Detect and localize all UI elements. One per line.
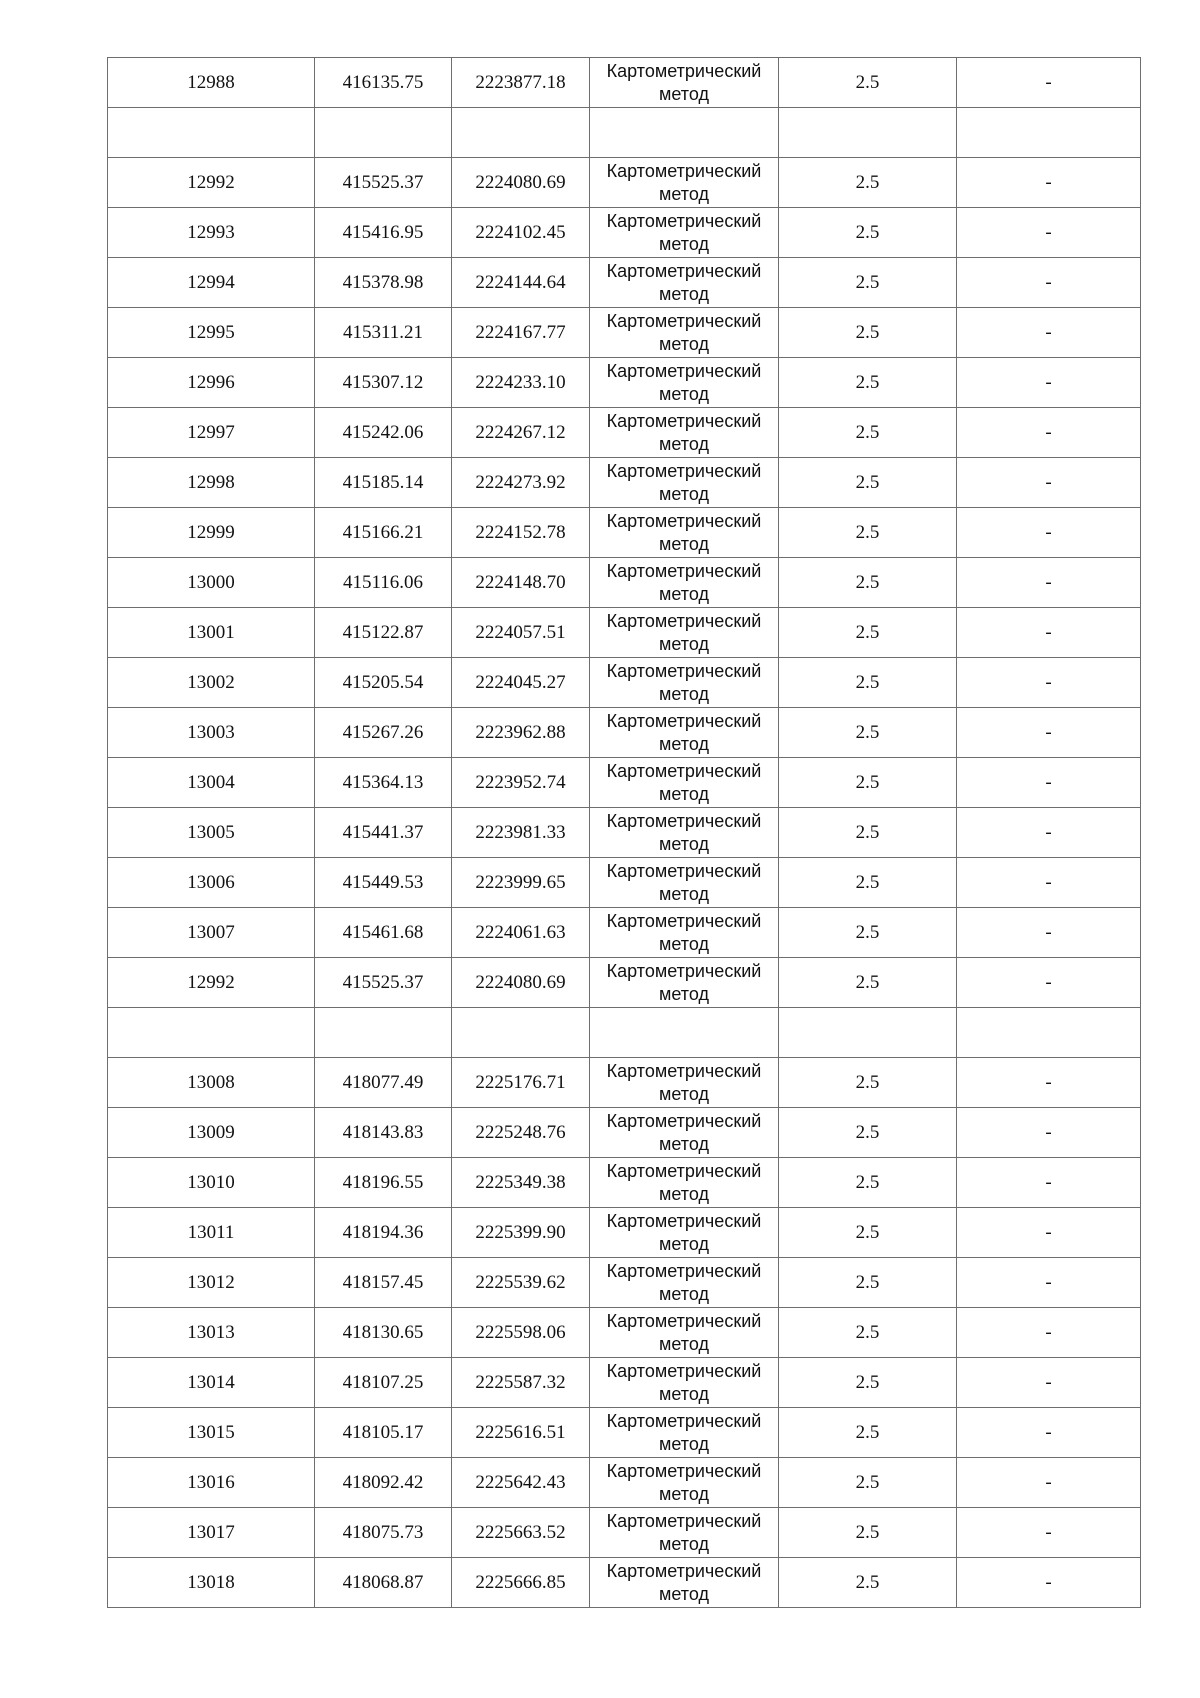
y-coordinate-cell: 2225598.06 <box>452 1308 590 1358</box>
x-coordinate-cell: 415185.14 <box>315 458 452 508</box>
x-coordinate-cell: 415267.26 <box>315 708 452 758</box>
method-line-2: метод <box>659 1233 709 1254</box>
method-cell <box>590 208 779 258</box>
accuracy-cell: 2.5 <box>779 708 957 758</box>
y-coordinate-cell: 2225176.71 <box>452 1058 590 1108</box>
y-coordinate-cell: 2223877.18 <box>452 58 590 108</box>
table-row <box>108 308 1141 358</box>
point-number-cell: 12988 <box>108 58 315 108</box>
note-cell: - <box>957 1058 1141 1108</box>
point-number-cell: 13009 <box>108 1108 315 1158</box>
accuracy-cell: 2.5 <box>779 1558 957 1608</box>
x-coordinate-cell: 415122.87 <box>315 608 452 658</box>
x-coordinate-cell: 415416.95 <box>315 208 452 258</box>
table-row <box>108 258 1141 308</box>
y-coordinate-cell: 2224102.45 <box>452 208 590 258</box>
method-cell <box>590 758 779 808</box>
empty-cell <box>957 108 1141 158</box>
method-line-1: Картометрический <box>606 610 762 631</box>
accuracy-cell: 2.5 <box>779 358 957 408</box>
method-cell <box>590 358 779 408</box>
y-coordinate-cell: 2224080.69 <box>452 958 590 1008</box>
note-cell: - <box>957 308 1141 358</box>
method-cell <box>590 1208 779 1258</box>
table-row <box>108 208 1141 258</box>
table-row <box>108 1058 1141 1108</box>
method-line-1: Картометрический <box>606 510 762 531</box>
accuracy-cell: 2.5 <box>779 1058 957 1108</box>
x-coordinate-cell: 415242.06 <box>315 408 452 458</box>
point-number-cell: 13014 <box>108 1358 315 1408</box>
method-cell <box>590 258 779 308</box>
x-coordinate-cell: 415449.53 <box>315 858 452 908</box>
method-cell <box>590 958 779 1008</box>
point-number-cell: 13000 <box>108 558 315 608</box>
accuracy-cell: 2.5 <box>779 658 957 708</box>
x-coordinate-cell: 415364.13 <box>315 758 452 808</box>
note-cell: - <box>957 1408 1141 1458</box>
point-number-cell: 13002 <box>108 658 315 708</box>
y-coordinate-cell: 2224152.78 <box>452 508 590 558</box>
method-cell <box>590 708 779 758</box>
method-line-1: Картометрический <box>606 560 762 581</box>
method-line-1: Картометрический <box>606 860 762 881</box>
point-number-cell: 13004 <box>108 758 315 808</box>
accuracy-cell: 2.5 <box>779 158 957 208</box>
x-coordinate-cell: 415116.06 <box>315 558 452 608</box>
empty-cell <box>452 1008 590 1058</box>
method-cell <box>590 1508 779 1558</box>
method-cell <box>590 1158 779 1208</box>
point-number-cell: 13017 <box>108 1508 315 1558</box>
table-row <box>108 1208 1141 1258</box>
table-row <box>108 1258 1141 1308</box>
method-line-2: метод <box>659 1583 709 1604</box>
empty-cell <box>108 1008 315 1058</box>
point-number-cell: 13015 <box>108 1408 315 1458</box>
accuracy-cell: 2.5 <box>779 1358 957 1408</box>
y-coordinate-cell: 2224080.69 <box>452 158 590 208</box>
empty-cell <box>590 108 779 158</box>
note-cell: - <box>957 508 1141 558</box>
x-coordinate-cell: 418105.17 <box>315 1408 452 1458</box>
accuracy-cell: 2.5 <box>779 608 957 658</box>
table-row <box>108 1508 1141 1558</box>
empty-cell <box>108 108 315 158</box>
accuracy-cell: 2.5 <box>779 508 957 558</box>
method-line-2: метод <box>659 1083 709 1104</box>
accuracy-cell: 2.5 <box>779 908 957 958</box>
method-line-2: метод <box>659 183 709 204</box>
point-number-cell: 12993 <box>108 208 315 258</box>
point-number-cell: 12992 <box>108 958 315 1008</box>
y-coordinate-cell: 2223962.88 <box>452 708 590 758</box>
method-line-2: метод <box>659 433 709 454</box>
y-coordinate-cell: 2223981.33 <box>452 808 590 858</box>
x-coordinate-cell: 416135.75 <box>315 58 452 108</box>
empty-cell <box>590 1008 779 1058</box>
point-number-cell: 12999 <box>108 508 315 558</box>
point-number-cell: 13003 <box>108 708 315 758</box>
accuracy-cell: 2.5 <box>779 1158 957 1208</box>
method-line-1: Картометрический <box>606 210 762 231</box>
y-coordinate-cell: 2225248.76 <box>452 1108 590 1158</box>
method-line-2: метод <box>659 1333 709 1354</box>
method-line-1: Картометрический <box>606 160 762 181</box>
empty-cell <box>779 1008 957 1058</box>
empty-cell <box>779 108 957 158</box>
method-line-1: Картометрический <box>606 410 762 431</box>
method-cell <box>590 1558 779 1608</box>
point-number-cell: 13010 <box>108 1158 315 1208</box>
method-line-1: Картометрический <box>606 910 762 931</box>
table-row <box>108 1358 1141 1408</box>
method-line-2: метод <box>659 1283 709 1304</box>
x-coordinate-cell: 418143.83 <box>315 1108 452 1158</box>
method-line-2: метод <box>659 633 709 654</box>
method-cell <box>590 458 779 508</box>
accuracy-cell: 2.5 <box>779 1308 957 1358</box>
method-cell <box>590 1458 779 1508</box>
note-cell: - <box>957 58 1141 108</box>
table-row <box>108 458 1141 508</box>
empty-cell <box>315 1008 452 1058</box>
y-coordinate-cell: 2224167.77 <box>452 308 590 358</box>
y-coordinate-cell: 2224233.10 <box>452 358 590 408</box>
method-cell <box>590 1358 779 1408</box>
method-line-1: Картометрический <box>606 1110 762 1131</box>
method-cell <box>590 58 779 108</box>
x-coordinate-cell: 415525.37 <box>315 158 452 208</box>
method-cell <box>590 408 779 458</box>
point-number-cell: 13012 <box>108 1258 315 1308</box>
method-line-1: Картометрический <box>606 1210 762 1231</box>
table-row <box>108 558 1141 608</box>
method-line-1: Картометрический <box>606 1560 762 1581</box>
note-cell: - <box>957 1258 1141 1308</box>
method-line-2: метод <box>659 933 709 954</box>
note-cell: - <box>957 1358 1141 1408</box>
point-number-cell: 13007 <box>108 908 315 958</box>
accuracy-cell: 2.5 <box>779 1508 957 1558</box>
empty-cell <box>315 108 452 158</box>
point-number-cell: 13008 <box>108 1058 315 1108</box>
coordinates-table-body <box>108 58 1141 1608</box>
note-cell: - <box>957 158 1141 208</box>
table-row <box>108 658 1141 708</box>
point-number-cell: 13006 <box>108 858 315 908</box>
point-number-cell: 13013 <box>108 1308 315 1358</box>
method-line-1: Картометрический <box>606 1160 762 1181</box>
table-row <box>108 708 1141 758</box>
method-cell <box>590 1308 779 1358</box>
y-coordinate-cell: 2224061.63 <box>452 908 590 958</box>
point-number-cell: 13011 <box>108 1208 315 1258</box>
table-row <box>108 358 1141 408</box>
method-line-2: метод <box>659 283 709 304</box>
accuracy-cell: 2.5 <box>779 558 957 608</box>
method-line-2: метод <box>659 883 709 904</box>
x-coordinate-cell: 415166.21 <box>315 508 452 558</box>
method-line-1: Картометрический <box>606 1410 762 1431</box>
x-coordinate-cell: 415378.98 <box>315 258 452 308</box>
table-row <box>108 808 1141 858</box>
accuracy-cell: 2.5 <box>779 1208 957 1258</box>
method-line-2: метод <box>659 533 709 554</box>
method-line-2: метод <box>659 683 709 704</box>
y-coordinate-cell: 2225587.32 <box>452 1358 590 1408</box>
point-number-cell: 12997 <box>108 408 315 458</box>
x-coordinate-cell: 415205.54 <box>315 658 452 708</box>
accuracy-cell: 2.5 <box>779 458 957 508</box>
accuracy-cell: 2.5 <box>779 808 957 858</box>
method-cell <box>590 908 779 958</box>
table-row <box>108 1558 1141 1608</box>
method-cell <box>590 858 779 908</box>
accuracy-cell: 2.5 <box>779 958 957 1008</box>
accuracy-cell: 2.5 <box>779 208 957 258</box>
table-row <box>108 858 1141 908</box>
method-line-1: Картометрический <box>606 1060 762 1081</box>
table-row <box>108 158 1141 208</box>
empty-cell <box>452 108 590 158</box>
point-number-cell: 13005 <box>108 808 315 858</box>
note-cell: - <box>957 1208 1141 1258</box>
method-line-2: метод <box>659 983 709 1004</box>
note-cell: - <box>957 1508 1141 1558</box>
x-coordinate-cell: 415441.37 <box>315 808 452 858</box>
accuracy-cell: 2.5 <box>779 58 957 108</box>
method-line-1: Картометрический <box>606 1310 762 1331</box>
method-cell <box>590 1058 779 1108</box>
method-line-2: метод <box>659 333 709 354</box>
separator-row <box>108 1008 1141 1058</box>
x-coordinate-cell: 418157.45 <box>315 1258 452 1308</box>
x-coordinate-cell: 415311.21 <box>315 308 452 358</box>
accuracy-cell: 2.5 <box>779 408 957 458</box>
table-row <box>108 908 1141 958</box>
x-coordinate-cell: 415307.12 <box>315 358 452 408</box>
y-coordinate-cell: 2224057.51 <box>452 608 590 658</box>
method-line-1: Картометрический <box>606 360 762 381</box>
x-coordinate-cell: 418068.87 <box>315 1558 452 1608</box>
y-coordinate-cell: 2225616.51 <box>452 1408 590 1458</box>
y-coordinate-cell: 2224273.92 <box>452 458 590 508</box>
point-number-cell: 12995 <box>108 308 315 358</box>
method-line-2: метод <box>659 1383 709 1404</box>
accuracy-cell: 2.5 <box>779 858 957 908</box>
method-line-1: Картометрический <box>606 810 762 831</box>
method-line-2: метод <box>659 833 709 854</box>
note-cell: - <box>957 758 1141 808</box>
table-row <box>108 408 1141 458</box>
method-line-1: Картометрический <box>606 1360 762 1381</box>
method-cell <box>590 558 779 608</box>
point-number-cell: 12994 <box>108 258 315 308</box>
method-cell <box>590 1408 779 1458</box>
method-line-1: Картометрический <box>606 660 762 681</box>
x-coordinate-cell: 415461.68 <box>315 908 452 958</box>
method-cell <box>590 808 779 858</box>
method-line-2: метод <box>659 83 709 104</box>
accuracy-cell: 2.5 <box>779 308 957 358</box>
table-row <box>108 1458 1141 1508</box>
point-number-cell: 13001 <box>108 608 315 658</box>
method-line-2: метод <box>659 383 709 404</box>
point-number-cell: 12996 <box>108 358 315 408</box>
y-coordinate-cell: 2224267.12 <box>452 408 590 458</box>
method-line-2: метод <box>659 733 709 754</box>
x-coordinate-cell: 418107.25 <box>315 1358 452 1408</box>
accuracy-cell: 2.5 <box>779 1408 957 1458</box>
x-coordinate-cell: 418077.49 <box>315 1058 452 1108</box>
note-cell: - <box>957 1158 1141 1208</box>
note-cell: - <box>957 208 1141 258</box>
note-cell: - <box>957 358 1141 408</box>
empty-cell <box>957 1008 1141 1058</box>
y-coordinate-cell: 2223952.74 <box>452 758 590 808</box>
method-cell <box>590 158 779 208</box>
table-row <box>108 758 1141 808</box>
accuracy-cell: 2.5 <box>779 1258 957 1308</box>
method-cell <box>590 1108 779 1158</box>
note-cell: - <box>957 708 1141 758</box>
y-coordinate-cell: 2223999.65 <box>452 858 590 908</box>
note-cell: - <box>957 408 1141 458</box>
table-row <box>108 1308 1141 1358</box>
point-number-cell: 13016 <box>108 1458 315 1508</box>
x-coordinate-cell: 418130.65 <box>315 1308 452 1358</box>
note-cell: - <box>957 258 1141 308</box>
note-cell: - <box>957 808 1141 858</box>
accuracy-cell: 2.5 <box>779 1458 957 1508</box>
note-cell: - <box>957 1308 1141 1358</box>
method-line-2: метод <box>659 1433 709 1454</box>
x-coordinate-cell: 418092.42 <box>315 1458 452 1508</box>
note-cell: - <box>957 458 1141 508</box>
method-line-1: Картометрический <box>606 710 762 731</box>
method-line-1: Картометрический <box>606 760 762 781</box>
note-cell: - <box>957 558 1141 608</box>
separator-row <box>108 108 1141 158</box>
y-coordinate-cell: 2225539.62 <box>452 1258 590 1308</box>
method-line-2: метод <box>659 1483 709 1504</box>
method-line-1: Картометрический <box>606 310 762 331</box>
point-number-cell: 12998 <box>108 458 315 508</box>
note-cell: - <box>957 858 1141 908</box>
note-cell: - <box>957 1108 1141 1158</box>
method-line-2: метод <box>659 783 709 804</box>
method-line-1: Картометрический <box>606 1260 762 1281</box>
y-coordinate-cell: 2225399.90 <box>452 1208 590 1258</box>
method-line-2: метод <box>659 583 709 604</box>
method-cell <box>590 608 779 658</box>
method-cell <box>590 508 779 558</box>
method-line-1: Картометрический <box>606 1510 762 1531</box>
table-row <box>108 1158 1141 1208</box>
y-coordinate-cell: 2225642.43 <box>452 1458 590 1508</box>
method-line-1: Картометрический <box>606 1460 762 1481</box>
y-coordinate-cell: 2225349.38 <box>452 1158 590 1208</box>
method-cell <box>590 658 779 708</box>
method-line-2: метод <box>659 233 709 254</box>
y-coordinate-cell: 2225666.85 <box>452 1558 590 1608</box>
method-line-1: Картометрический <box>606 260 762 281</box>
table-row <box>108 958 1141 1008</box>
x-coordinate-cell: 418196.55 <box>315 1158 452 1208</box>
method-line-2: метод <box>659 483 709 504</box>
note-cell: - <box>957 1458 1141 1508</box>
y-coordinate-cell: 2224045.27 <box>452 658 590 708</box>
note-cell: - <box>957 958 1141 1008</box>
method-cell <box>590 308 779 358</box>
method-line-1: Картометрический <box>606 460 762 481</box>
table-row <box>108 508 1141 558</box>
method-line-1: Картометрический <box>606 960 762 981</box>
coordinates-table <box>107 57 1141 1608</box>
method-line-2: метод <box>659 1533 709 1554</box>
table-row <box>108 608 1141 658</box>
y-coordinate-cell: 2224148.70 <box>452 558 590 608</box>
note-cell: - <box>957 608 1141 658</box>
note-cell: - <box>957 658 1141 708</box>
method-line-1: Картометрический <box>606 60 762 81</box>
x-coordinate-cell: 415525.37 <box>315 958 452 1008</box>
method-line-2: метод <box>659 1183 709 1204</box>
note-cell: - <box>957 908 1141 958</box>
table-row <box>108 58 1141 108</box>
method-line-2: метод <box>659 1133 709 1154</box>
table-row <box>108 1408 1141 1458</box>
x-coordinate-cell: 418194.36 <box>315 1208 452 1258</box>
point-number-cell: 12992 <box>108 158 315 208</box>
note-cell: - <box>957 1558 1141 1608</box>
point-number-cell: 13018 <box>108 1558 315 1608</box>
table-row <box>108 1108 1141 1158</box>
accuracy-cell: 2.5 <box>779 258 957 308</box>
y-coordinate-cell: 2225663.52 <box>452 1508 590 1558</box>
y-coordinate-cell: 2224144.64 <box>452 258 590 308</box>
accuracy-cell: 2.5 <box>779 1108 957 1158</box>
method-cell <box>590 1258 779 1308</box>
x-coordinate-cell: 418075.73 <box>315 1508 452 1558</box>
accuracy-cell: 2.5 <box>779 758 957 808</box>
